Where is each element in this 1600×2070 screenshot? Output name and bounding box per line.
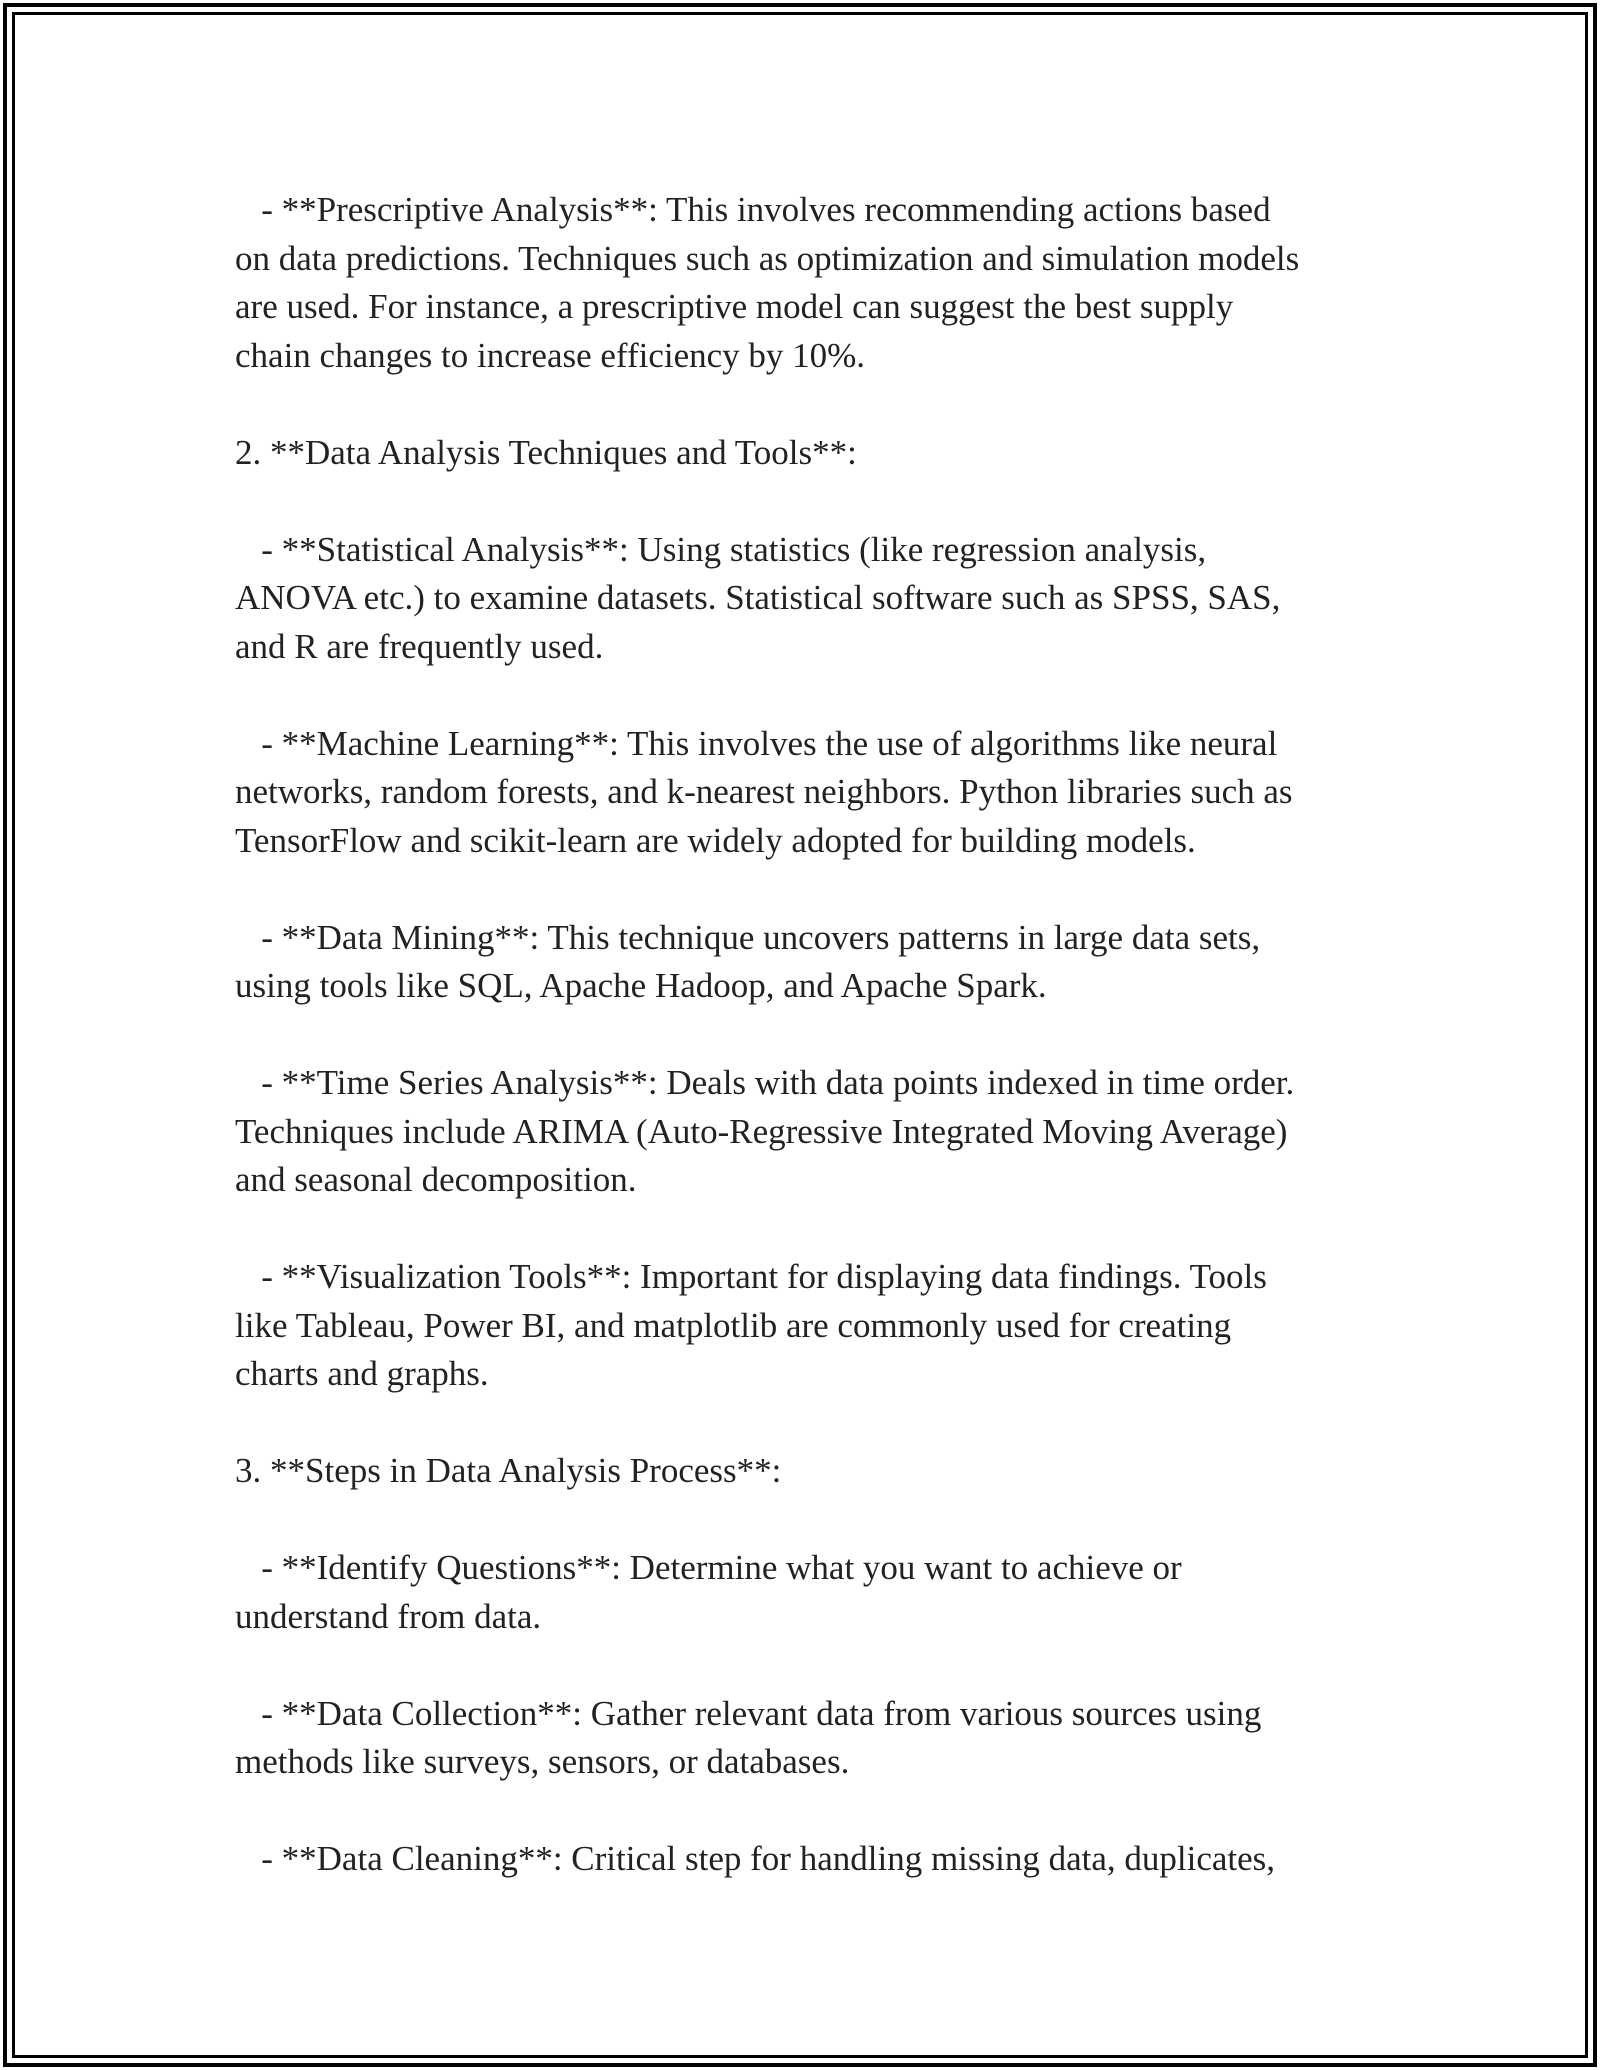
paragraph-data-mining: - **Data Mining**: This technique uncovers patterns in large data sets, using tools like SQL, Apache Hadoop, and Apache Spark. — [235, 917, 1261, 1005]
paragraph-data-cleaning: - **Data Cleaning**: Critical step for handling missing data, duplicates, — [235, 1839, 1276, 1878]
paragraph-statistical-analysis: - **Statistical Analysis**: Using statistics (like regression analysis, ANOVA etc.) to examine datasets. Statistical software such as SPSS, SAS, and R are frequently used. — [235, 529, 1281, 666]
document-body — [235, 186, 1365, 1884]
paragraph-data-collection: - **Data Collection**: Gather relevant data from various sources using methods like surveys, sensors, or databases. — [235, 1693, 1262, 1781]
paragraph-prescriptive-analysis: - **Prescriptive Analysis**: This involves recommending actions based on data predictions. Techniques such as optimization and simulation models are used. For instance, a prescriptive model can suggest the best supply chain changes to increase efficiency by 10%. — [235, 190, 1300, 375]
paragraph-identify-questions: - **Identify Questions**: Determine what you want to achieve or understand from data. — [235, 1548, 1182, 1636]
heading-data-analysis-techniques-and-tools: 2. **Data Analysis Techniques and Tools**: — [235, 432, 857, 472]
paragraph-machine-learning: - **Machine Learning**: This involves the use of algorithms like neural networks, random forests, and k-nearest neighbors. Python libraries such as TensorFlow and scikit-learn are widely adopted for building models. — [235, 723, 1293, 860]
paragraph-time-series-analysis: - **Time Series Analysis**: Deals with data points indexed in time order. Techniques include ARIMA (Auto-Regressive Integrated Moving Average) and seasonal decomposition. — [235, 1063, 1295, 1199]
paragraph-visualization-tools: - **Visualization Tools**: Important for displaying data findings. Tools like Tableau, Power BI, and matplotlib are commonly used for creating charts and graphs. — [235, 1257, 1267, 1393]
heading-steps-in-data-analysis-process: 3. **Steps in Data Analysis Process**: — [235, 1451, 782, 1490]
